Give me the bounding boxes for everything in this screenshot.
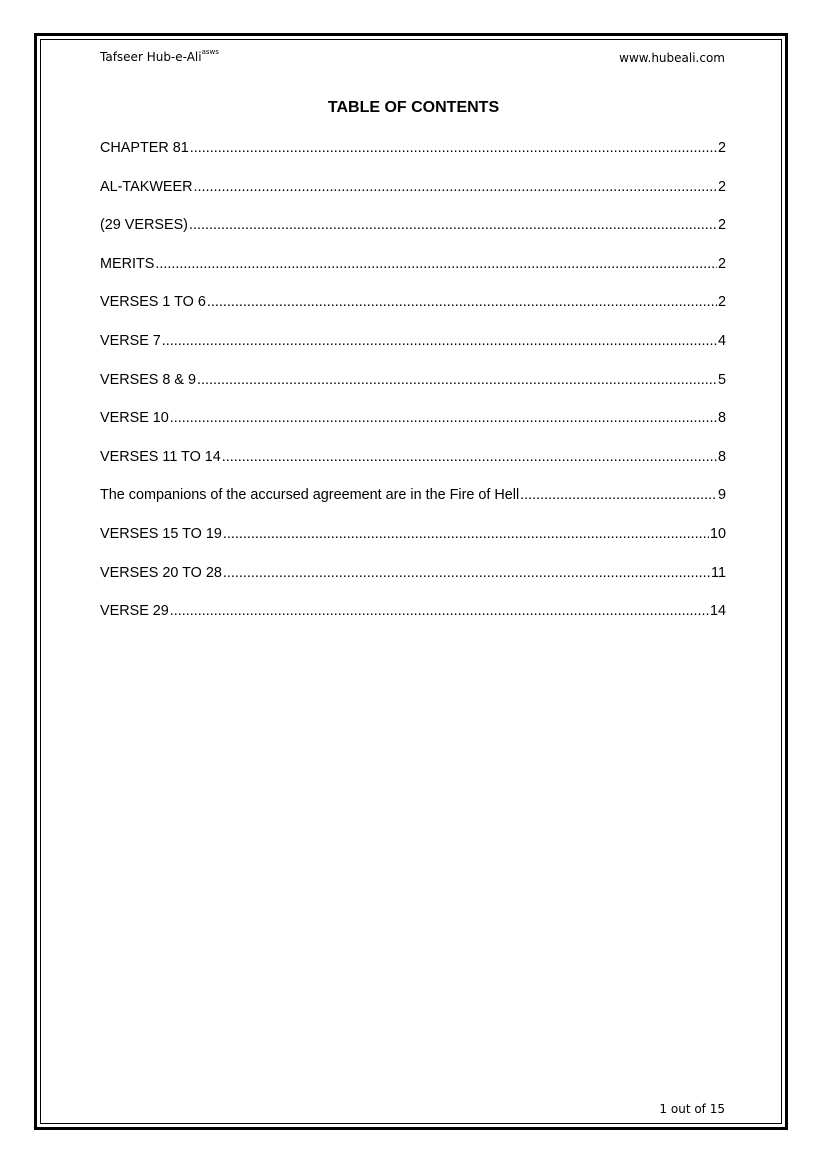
toc-entry[interactable] xyxy=(100,331,726,370)
toc-entry[interactable] xyxy=(100,292,726,331)
header-website-url: www.hubeali.com xyxy=(619,51,725,65)
toc-dot-leader xyxy=(207,292,717,312)
toc-entry-page: 14 xyxy=(709,603,726,620)
toc-dot-leader xyxy=(520,485,717,505)
toc-entry[interactable] xyxy=(100,370,726,409)
toc-dot-leader xyxy=(155,254,717,274)
toc-entry-page: 8 xyxy=(717,410,726,427)
toc-dot-leader xyxy=(194,177,717,197)
toc-dot-leader xyxy=(190,138,717,158)
toc-entry-label: MERITS xyxy=(100,255,155,272)
toc-entry-page: 2 xyxy=(717,255,726,272)
header-title xyxy=(100,50,219,64)
toc-entry-page: 2 xyxy=(717,294,726,311)
toc-entry[interactable] xyxy=(100,447,726,486)
toc-entry-page: 9 xyxy=(717,487,726,504)
toc-dot-leader xyxy=(223,524,709,544)
toc-entry-page: 2 xyxy=(717,178,726,195)
toc-entry-label: The companions of the accursed agreement are in the Fire of Hell xyxy=(100,487,520,504)
toc-entry-label: VERSE 7 xyxy=(100,332,161,349)
toc-entry[interactable] xyxy=(100,254,726,293)
header-title-superscript: asws xyxy=(201,48,219,56)
toc-dot-leader xyxy=(189,215,717,235)
toc-entry-page: 2 xyxy=(717,217,726,234)
toc-entry-label: VERSES 11 TO 14 xyxy=(100,448,221,465)
toc-entry-page: 4 xyxy=(717,332,726,349)
toc-dot-leader xyxy=(223,563,710,583)
toc-dot-leader xyxy=(197,370,717,390)
table-of-contents xyxy=(100,138,726,640)
toc-entry[interactable] xyxy=(100,563,726,602)
toc-entry[interactable] xyxy=(100,485,726,524)
toc-entry[interactable] xyxy=(100,215,726,254)
toc-entry[interactable] xyxy=(100,408,726,447)
toc-entry[interactable] xyxy=(100,601,726,640)
toc-entry-label: VERSE 10 xyxy=(100,410,169,427)
toc-entry[interactable] xyxy=(100,177,726,216)
toc-entry-page: 2 xyxy=(717,140,726,156)
page-number-footer: 1 out of 15 xyxy=(659,1102,725,1116)
toc-entry-label: VERSES 15 TO 19 xyxy=(100,525,222,542)
toc-dot-leader xyxy=(170,601,709,621)
toc-entry-label: VERSE 29 xyxy=(100,603,169,620)
toc-entry-label: AL-TAKWEER xyxy=(100,178,193,195)
toc-entry-page: 10 xyxy=(709,525,726,542)
toc-entry-label: VERSES 8 & 9 xyxy=(100,371,196,388)
toc-entry-label: (29 VERSES) xyxy=(100,217,188,234)
toc-dot-leader xyxy=(162,331,717,351)
toc-dot-leader xyxy=(222,447,717,467)
toc-heading: TABLE OF CONTENTS xyxy=(327,99,500,116)
toc-dot-leader xyxy=(170,408,717,428)
toc-entry-label: CHAPTER 81 xyxy=(100,140,189,156)
toc-entry-page: 8 xyxy=(717,448,726,465)
toc-entry-label: VERSES 1 TO 6 xyxy=(100,294,206,311)
toc-entry-page: 5 xyxy=(717,371,726,388)
toc-entry-page: 11 xyxy=(711,564,726,581)
header-title-text: Tafseer Hub-e-Ali xyxy=(100,50,202,64)
toc-entry-label: VERSES 20 TO 28 xyxy=(100,564,222,581)
toc-entry[interactable] xyxy=(100,138,726,177)
toc-entry[interactable] xyxy=(100,524,726,563)
